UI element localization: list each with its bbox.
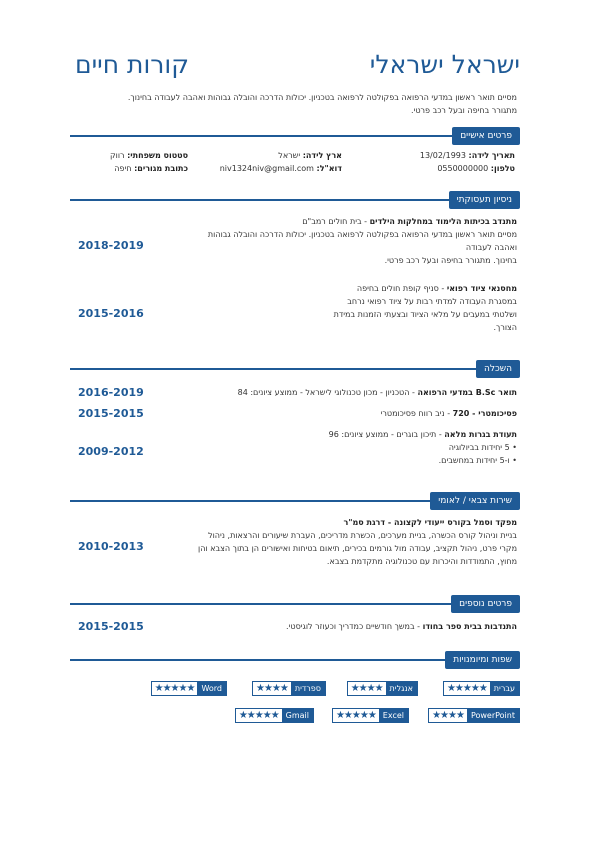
skill-label: ספרדית <box>291 682 325 695</box>
education-item <box>78 407 517 421</box>
military-line: בניית וניהול קורס הכשרה, בניית מערכים, הכשרת מדריכים, העברת שיעורים והרצאות, ניהול <box>208 531 517 540</box>
additional-years: 2015-2015 <box>78 620 144 633</box>
section-title: שירות צבאי / לאומי <box>430 492 520 510</box>
additional-detail: - במשך חודשיים כמדריך וכעוזר לוגיסטי. <box>286 622 423 631</box>
education-title: תעודת בגרות מלאה <box>444 430 517 439</box>
section-additional-header <box>70 595 520 613</box>
field-value: רווק <box>109 151 125 160</box>
phone-field <box>437 163 515 175</box>
bullet-item: • ו-5 יחידות במחשבים. <box>173 454 517 467</box>
military-years: 2010-2013 <box>78 540 144 553</box>
field-value: 13/02/1993 <box>419 151 466 160</box>
experience-line: מסיים תואר ראשון במדעי הרפואה בפקולטה לרפואה בטכניון. יכולות הדרכה והובלה גבוהות <box>207 230 517 239</box>
star-rating-icon: ★★★★★ <box>335 710 376 721</box>
skill-chip <box>347 681 418 696</box>
experience-description <box>173 282 517 334</box>
field-value: חיפה <box>114 164 132 173</box>
document-title: קורות חיים <box>75 50 189 79</box>
star-rating-icon: ★★★★★ <box>238 710 279 721</box>
experience-line: ושלטתי במעבים על מלאי הציוד ובצעתי הזמנות במידת <box>333 310 517 319</box>
section-title: שפות ומיומנויות <box>445 651 520 669</box>
section-education-header <box>70 360 520 378</box>
education-description <box>173 386 517 399</box>
military-line: מקרי פרט, ניהול תקציב, עבודה מול גורמים בכירים, תיאום בטיחות ואישורים הן בתוך הצבא והן <box>198 544 517 553</box>
skill-label: Word <box>197 682 226 695</box>
experience-line: ואהבה לעבודה <box>465 243 517 252</box>
education-title: פסיכומטרי - 720 <box>452 409 517 418</box>
resume-header <box>75 50 520 84</box>
section-military-header <box>70 492 520 510</box>
section-personal-header <box>70 127 520 145</box>
person-name: ישראל ישראלי <box>369 50 520 79</box>
section-rule <box>70 368 520 370</box>
education-years: 2015-2015 <box>78 407 144 420</box>
experience-line: הצורך. <box>493 323 517 332</box>
field-label: כתובת מגורים: <box>134 164 188 173</box>
skill-label: Excel <box>379 709 408 722</box>
summary-line: מסיים תואר ראשון במדעי הרפואה בפקולטה לרפואה בטכניון. יכולות הדרכה והובלה גבוהות ואהבה לעבודה בחינוך. <box>127 93 517 102</box>
bullet-item: • 5 יחידות בביולוגיה <box>173 441 517 454</box>
skill-chip <box>235 708 314 723</box>
star-rating-icon: ★★★★ <box>256 683 288 694</box>
skill-chip <box>252 681 326 696</box>
section-title: פרטים נוספים <box>451 595 520 613</box>
education-detail: - תיכון בוגרים - ממוצע ציונים: 96 <box>328 430 445 439</box>
birth-date-field <box>420 150 515 162</box>
star-rating-icon: ★★★★★ <box>446 683 487 694</box>
field-label: סטטוס משפחתי: <box>127 151 188 160</box>
summary-line: מתגורר בחיפה ובעל רכב פרטי. <box>411 106 517 115</box>
field-value: 0550000000 <box>437 164 489 173</box>
education-years: 2009-2012 <box>78 445 144 458</box>
address-field <box>114 163 188 175</box>
field-label: טלפון: <box>490 164 515 173</box>
experience-years: 2015-2016 <box>78 307 144 320</box>
experience-item <box>78 215 517 270</box>
skill-chip <box>443 681 520 696</box>
skill-label: Gmail <box>282 709 313 722</box>
experience-role: מחסנאי ציוד רפואי <box>446 284 517 293</box>
field-label: ארץ לידה: <box>302 151 342 160</box>
military-description <box>173 516 517 568</box>
section-title: פרטים אישיים <box>452 127 520 145</box>
experience-years: 2018-2019 <box>78 239 144 252</box>
star-rating-icon: ★★★★ <box>432 710 464 721</box>
field-value: niv1324niv@gmail.com <box>219 164 314 173</box>
education-detail: - ניב רווח פסיכומטרי <box>380 409 453 418</box>
marital-status-field <box>110 150 188 162</box>
education-title: תואר B.Sc במדעי הרפואה <box>417 388 517 397</box>
education-bullets <box>173 441 517 467</box>
military-item <box>78 516 517 571</box>
field-label: תאריך לידה: <box>468 151 515 160</box>
education-description <box>173 428 517 467</box>
additional-description <box>173 620 517 633</box>
skill-label: PowerPoint <box>467 709 519 722</box>
section-experience-header <box>70 191 520 209</box>
section-title: ניסיון תעסוקתי <box>449 191 520 209</box>
email-field <box>220 163 342 175</box>
skill-label: עברית <box>490 682 519 695</box>
birth-country-field <box>278 150 342 162</box>
education-item <box>78 386 517 400</box>
skill-chip <box>332 708 409 723</box>
section-title: השכלה <box>476 360 520 378</box>
additional-item <box>78 620 517 634</box>
experience-place: - סניף קופת חולים בחיפה <box>356 284 447 293</box>
experience-line: במסגרת העבודה למדתי רבות על ציוד רפואי נרחב <box>347 297 517 306</box>
additional-title: התנדבות בבית ספר בחודו <box>422 622 517 631</box>
field-value: ישראל <box>278 151 301 160</box>
skill-chip <box>151 681 227 696</box>
experience-description <box>173 215 517 267</box>
education-years: 2016-2019 <box>78 386 144 399</box>
star-rating-icon: ★★★★★ <box>154 683 195 694</box>
education-detail: - הטכניון - מכון טכנולוגי לישראל - ממוצע ציונים: 84 <box>237 388 418 397</box>
skill-label: אנגלית <box>386 682 417 695</box>
section-skills-header <box>70 651 520 669</box>
experience-role: מתנדב בכיתות הלימוד במחלקות הילדים <box>369 217 517 226</box>
experience-line: בחינוך. מתגורר בחיפה ובעל רכב פרטי. <box>384 256 517 265</box>
field-label: דוא"ל: <box>316 164 342 173</box>
experience-place: - בית חולים רמב"ם <box>302 217 370 226</box>
education-description <box>173 407 517 420</box>
military-title: מפקד וסמל בקורס ייעודי לקצונה - דרגת סמ"ר <box>343 518 517 527</box>
military-line: מחוץ, התמודדות והיכרות עם טכנולוגיה מתקדמת בצבא. <box>326 557 517 566</box>
summary <box>78 91 517 117</box>
experience-item <box>78 282 517 337</box>
star-rating-icon: ★★★★ <box>350 683 383 694</box>
education-item <box>78 428 517 468</box>
skill-chip <box>428 708 520 723</box>
